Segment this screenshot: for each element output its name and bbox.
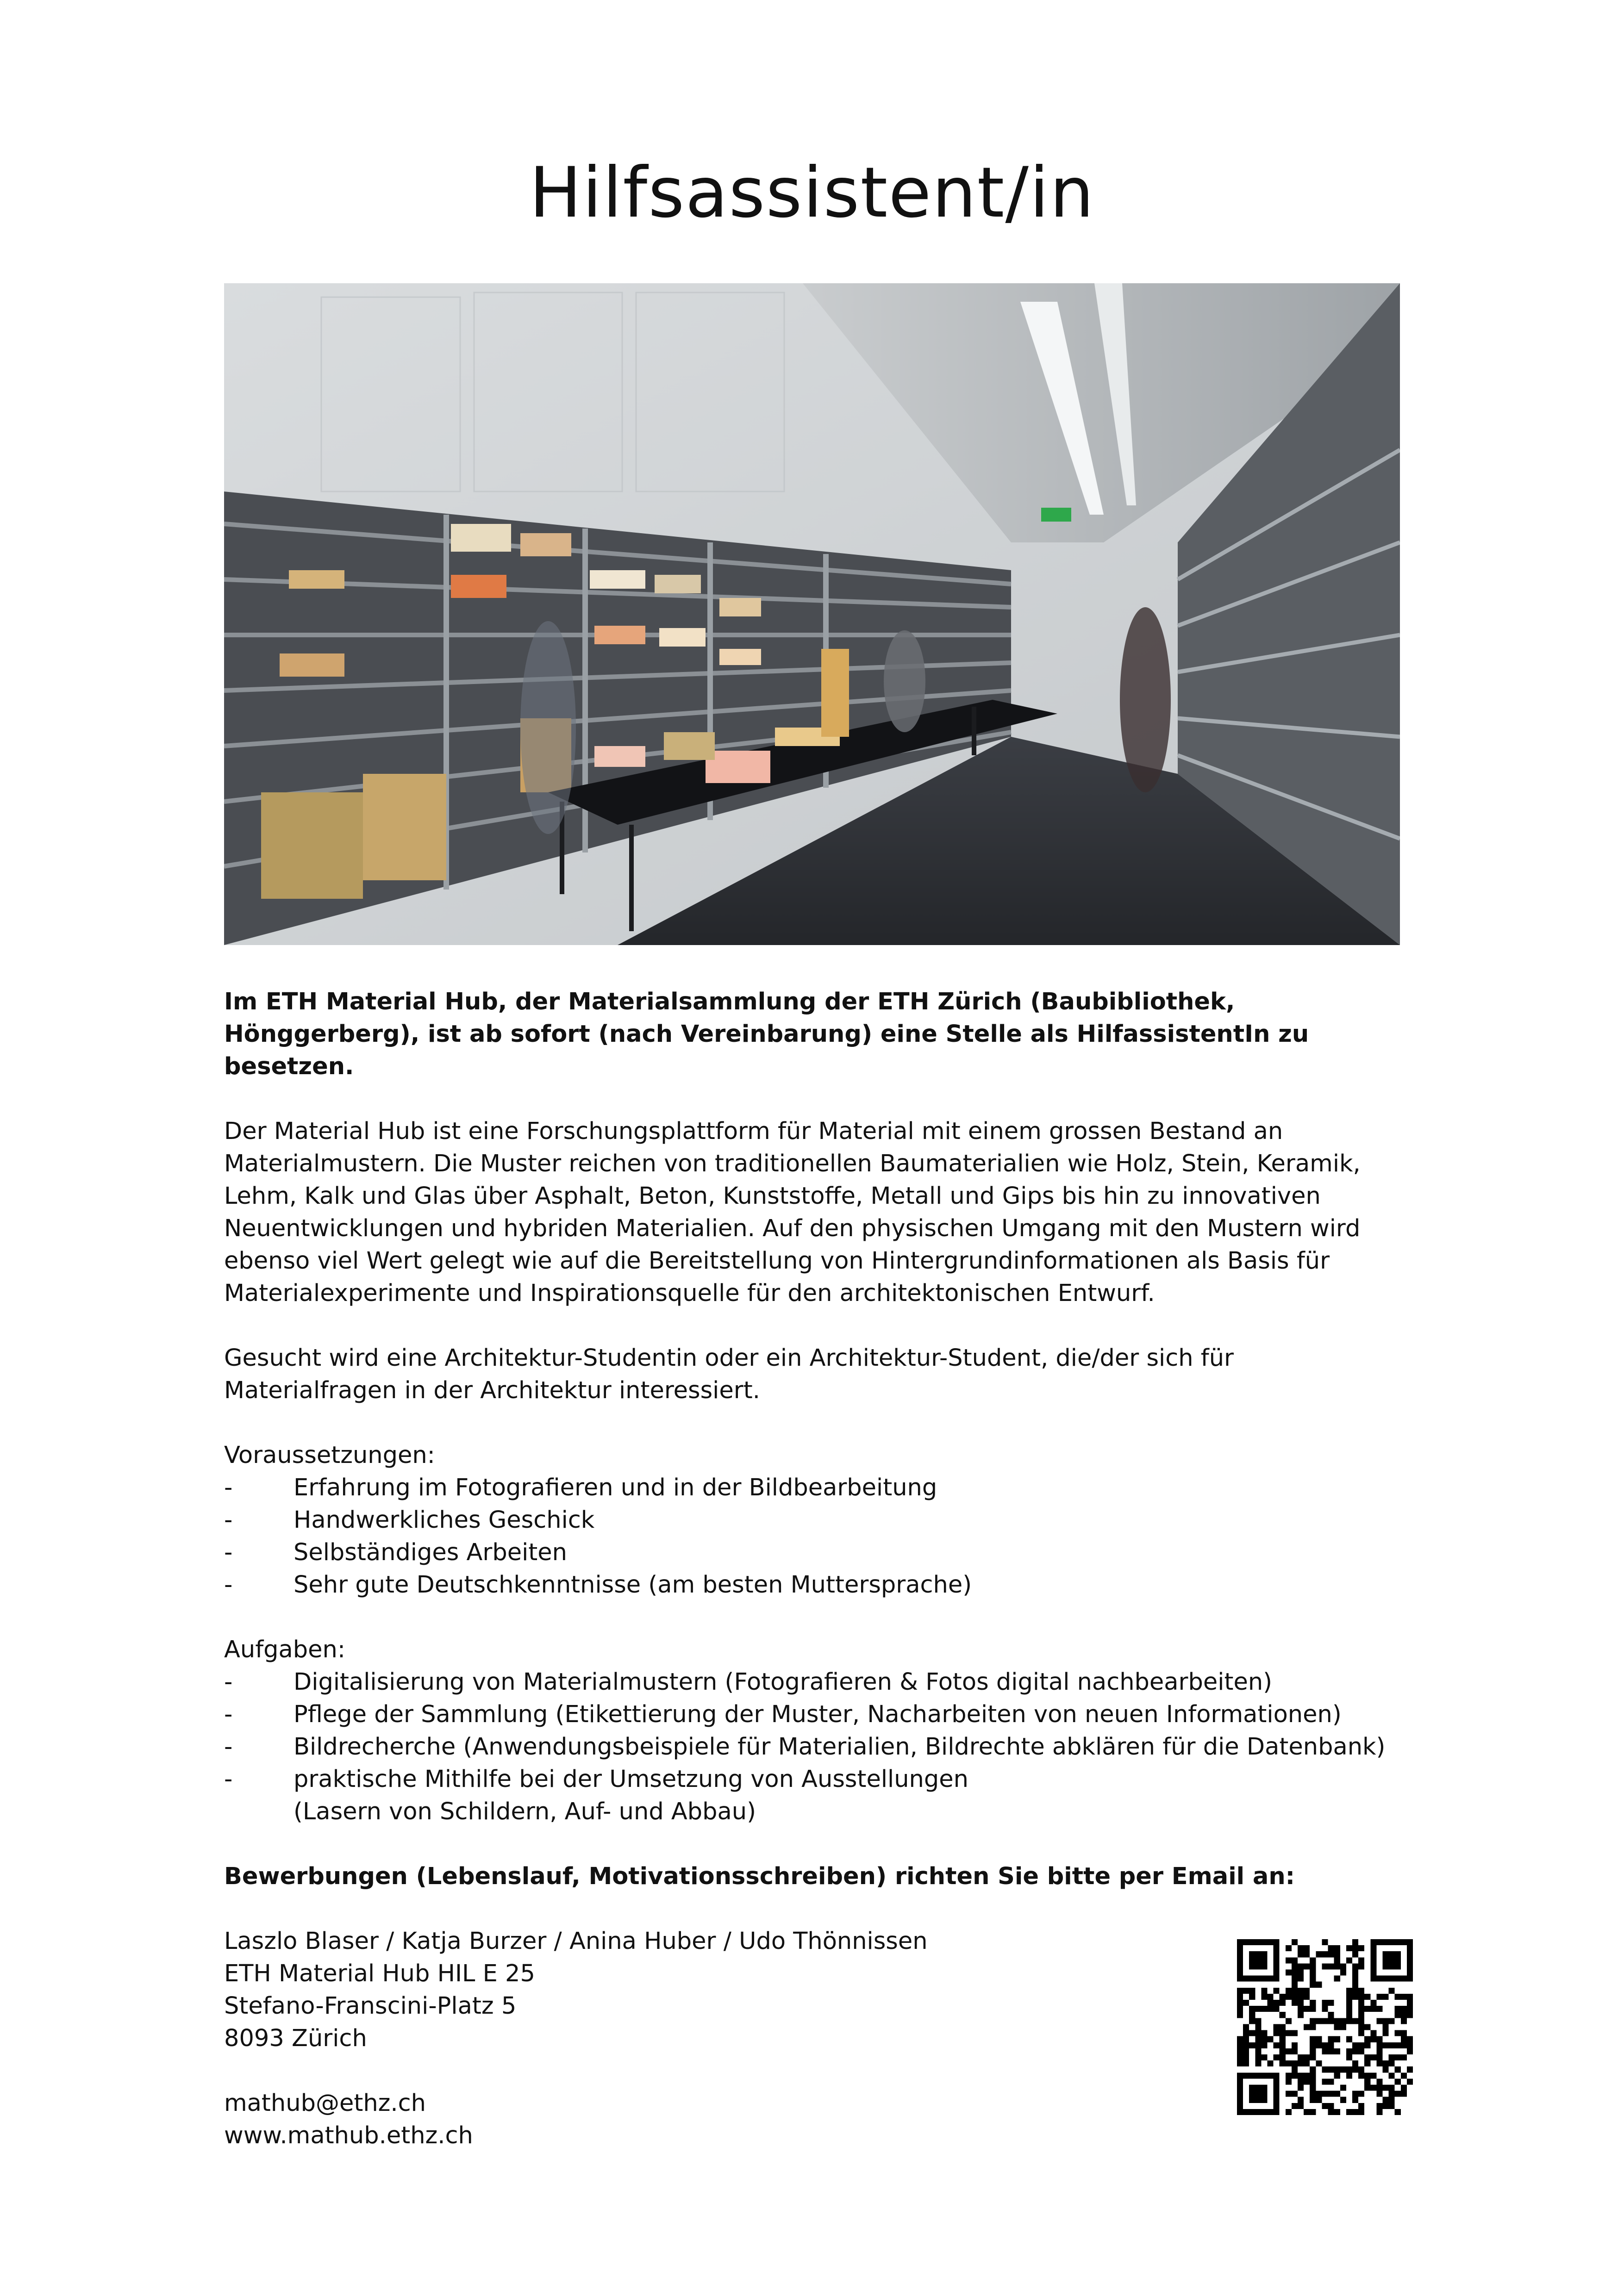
contact-block (224, 1925, 1400, 2152)
description-paragraph: Der Material Hub ist eine Forschungsplattform für Material mit einem grossen Bestand an Materialmustern. Die Muster reichen von traditionellen Baumaterialien wie Holz, Stein, Keramik, Lehm, Kalk und Glas über Asphalt, Beton, Kunststoffe, Metall und Gips bis hin zu innovativen Neuentwicklungen und hybriden Materialien. Auf den physischen Umgang mit den Mustern wird ebenso viel Wert gelegt wie auf die Bereitstellung von Hintergrundinformationen als Basis für Materialexperimente und Inspirationsquelle für den architektonischen Entwurf. (224, 1118, 1361, 1307)
list-dash: - (224, 1701, 233, 1728)
requirements-heading: Voraussetzungen: (224, 1442, 435, 1469)
photo-material-library (224, 283, 1400, 945)
list-item: - Sehr gute Deutschkenntnisse (am besten Muttersprache) (224, 1569, 1400, 1601)
list-item: - Handwerkliches Geschick (224, 1504, 1400, 1537)
tasks-list (224, 1666, 1400, 1828)
contact-office: ETH Material Hub HIL E 25 (224, 1960, 535, 1987)
candidate-paragraph: Gesucht wird eine Architektur-Studentin oder ein Architektur-Student, die/der sich für Materialfragen in der Architektur interessiert. (224, 1344, 1234, 1404)
page-title: Hilfsassistent/in (529, 153, 1095, 233)
job-description (224, 986, 1400, 2152)
list-dash: - (224, 1474, 233, 1501)
tasks-heading: Aufgaben: (224, 1636, 346, 1663)
list-dash: - (224, 1668, 233, 1696)
list-item: - Erfahrung im Fotografieren und in der Bildbearbeitung (224, 1472, 1400, 1504)
list-item: - Selbständiges Arbeiten (224, 1537, 1400, 1569)
contact-city: 8093 Zürich (224, 2025, 367, 2052)
list-dash: - (224, 1506, 233, 1534)
list-dash: - (224, 1733, 233, 1761)
qr-code-icon (1237, 1939, 1413, 2115)
list-item-continuation: (Lasern von Schildern, Auf- und Abbau) (294, 1798, 756, 1825)
list-dash: - (224, 1539, 233, 1566)
list-item: - Digitalisierung von Materialmustern (Fotografieren & Fotos digital nachbearbeiten) (224, 1666, 1400, 1699)
list-item: - praktische Mithilfe bei der Umsetzung von Ausstellungen (224, 1763, 1400, 1796)
application-instruction: Bewerbungen (Lebenslauf, Motivationsschreiben) richten Sie bitte per Email an: (224, 1863, 1295, 1890)
contact-email[interactable]: mathub@ethz.ch (224, 2090, 426, 2117)
list-dash: - (224, 1571, 233, 1599)
list-item: - Pflege der Sammlung (Etikettierung der Muster, Nacharbeiten von neuen Informationen) (224, 1699, 1400, 1731)
list-dash: - (224, 1766, 233, 1793)
lead-paragraph: Im ETH Material Hub, der Materialsammlung der ETH Zürich (Baubibliothek, Hönggerberg), ist ab sofort (nach Vereinbarung) eine Stelle als HilfassistentIn zu besetzen. (224, 988, 1309, 1080)
list-item: - Bildrecherche (Anwendungsbeispiele für Materialien, Bildrechte abklären für die Datenbank) (224, 1731, 1400, 1763)
contact-names: Laszlo Blaser / Katja Burzer / Anina Huber / Udo Thönnissen (224, 1928, 928, 1955)
contact-website[interactable]: www.mathub.ethz.ch (224, 2122, 473, 2149)
requirements-list (224, 1472, 1400, 1601)
contact-street: Stefano-Franscini-Platz 5 (224, 1992, 517, 2020)
